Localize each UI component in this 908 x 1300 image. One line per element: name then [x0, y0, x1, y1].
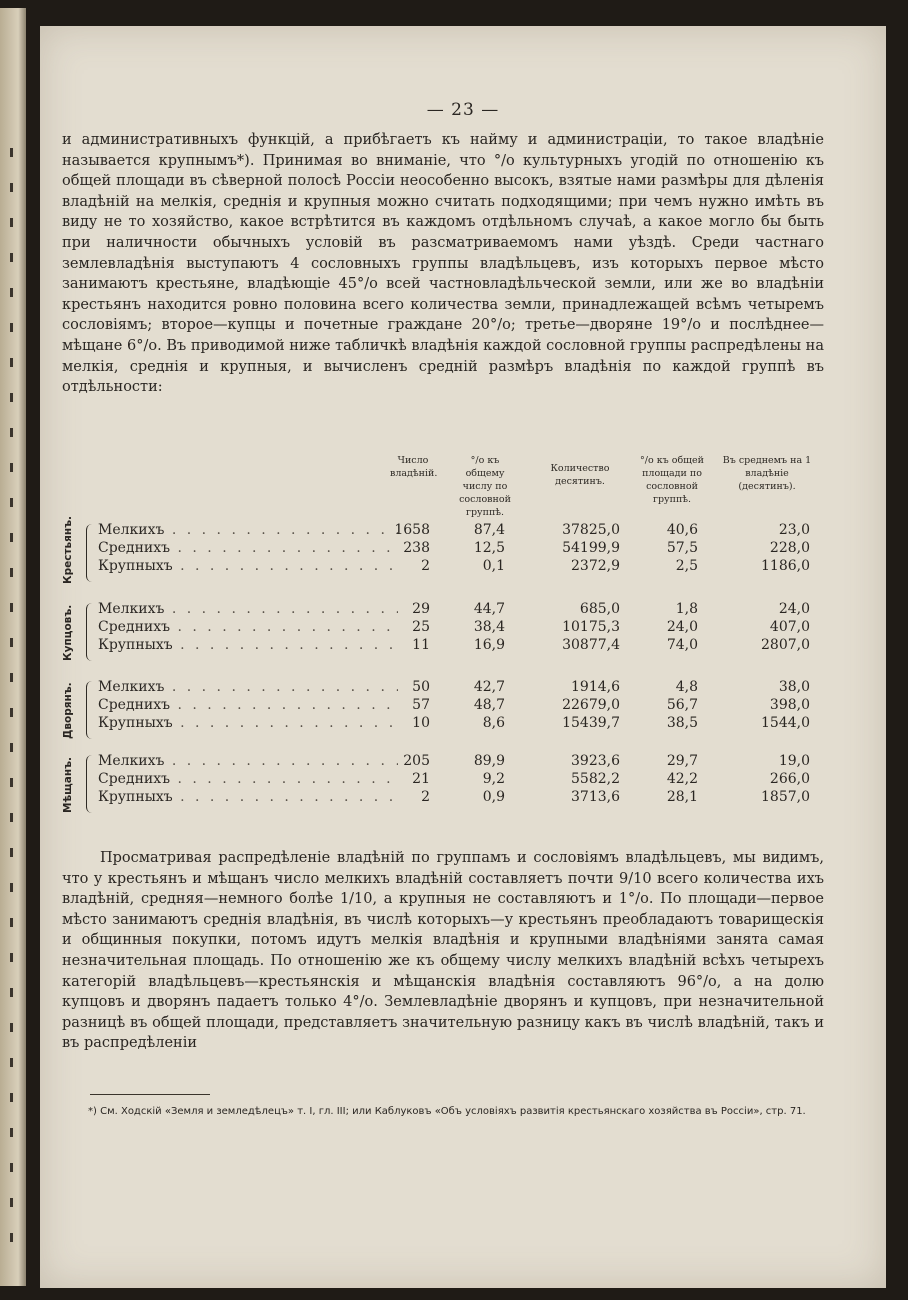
cell-average: 19,0: [778, 753, 810, 769]
adjacent-page-marks: [8, 148, 18, 1268]
cell-pct-area: 56,7: [666, 697, 698, 713]
table-row: [60, 715, 820, 733]
cell-average: 23,0: [778, 522, 810, 538]
table-row: [60, 697, 820, 715]
cell-area: 22679,0: [562, 697, 620, 713]
row-size-label: Крупныхъ . . .: [98, 715, 398, 731]
cell-count: 238: [403, 540, 430, 556]
table-row: [60, 637, 820, 655]
row-size-label: Мелкихъ . . .: [98, 679, 398, 695]
cell-pct-count: 38,4: [473, 619, 505, 635]
row-size-label: Мелкихъ . . .: [98, 601, 398, 617]
table-row: [60, 753, 820, 771]
row-size-label: Среднихъ . . .: [98, 540, 398, 556]
cell-pct-count: 42,7: [473, 679, 505, 695]
group-label: Крестьянъ.: [62, 515, 74, 584]
page-number: — 23 —: [426, 100, 500, 120]
cell-pct-area: 57,5: [666, 540, 698, 556]
cell-pct-area: 2,5: [675, 558, 698, 574]
cell-area: 3713,6: [571, 789, 620, 805]
group-label: Купцовъ.: [62, 604, 74, 662]
adjacent-page-edge: [0, 8, 26, 1286]
body-paragraph-1: [62, 130, 824, 398]
row-size-label: Среднихъ . . .: [98, 771, 398, 787]
cell-area: 2372,9: [571, 558, 620, 574]
cell-count: 29: [412, 601, 430, 617]
cell-area: 54199,9: [562, 540, 620, 556]
cell-pct-count: 87,4: [473, 522, 505, 538]
cell-pct-count: 0,1: [482, 558, 505, 574]
cell-average: 1857,0: [761, 789, 810, 805]
cell-count: 57: [412, 697, 430, 713]
footnote-divider: [90, 1094, 210, 1095]
table-row: [60, 540, 820, 558]
cell-pct-count: 89,9: [473, 753, 505, 769]
cell-count: 2: [421, 789, 430, 805]
cell-area: 30877,4: [562, 637, 620, 653]
row-size-label: Среднихъ . . .: [98, 619, 398, 635]
cell-pct-count: 16,9: [473, 637, 505, 653]
cell-area: 685,0: [579, 601, 620, 617]
cell-average: 2807,0: [761, 637, 810, 653]
cell-pct-area: 28,1: [666, 789, 698, 805]
cell-count: 50: [412, 679, 430, 695]
cell-pct-area: 1,8: [675, 601, 698, 617]
group-label: Мѣщанъ.: [62, 757, 74, 814]
table-row: [60, 771, 820, 789]
cell-area: 5582,2: [571, 771, 620, 787]
row-size-label: Крупныхъ . . .: [98, 789, 398, 805]
column-header-count: Число владѣній.: [390, 455, 438, 479]
column-header-pct-count: °/о къ общему числу по сословной группѣ.: [459, 455, 511, 518]
cell-pct-area: 74,0: [666, 637, 698, 653]
cell-count: 205: [403, 753, 430, 769]
column-header-average: Въ среднемъ на 1 владѣніе (десятинъ).: [722, 455, 812, 492]
paragraph-text: и административныхъ функцій, а прибѣгаетъ къ найму и администраціи, то такое владѣніе называется крупнымъ*). Принимая во вниманіе, что °/о культурныхъ угодій по отношенію къ общей площади въ сѣверной полосѣ Россіи неособенно высокъ, взятые нами размѣры для дѣленія владѣній на мелкія, среднія и крупныя можно считать подходящими; при чемъ нужно имѣть въ виду не то хозяйство, какое встрѣтится въ каждомъ отдѣльномъ случаѣ, а какое могло бы быть при наличности обычныхъ условій въ разсматриваемомъ нами уѣздѣ. Среди частнаго землевладѣнія выступаютъ 4 сословныхъ группы владѣльцевъ, изъ которыхъ первое мѣсто занимаютъ крестьяне, владѣющіе 45°/о всей частновладѣльческой земли, или же во владѣніи крестьянъ находится ровно половина всего количества земли, принадлежащей всѣмъ четыремъ сословіямъ; второе—купцы и почетные граждане 20°/о; третье—дворяне 19°/о и послѣднее—мѣщане 6°/о. Въ приводимой ниже табличкѣ владѣнія каждой сословной группы распредѣлены на мелкія, среднія и крупныя, и вычисленъ средній размѣръ владѣнія по каждой группѣ въ отдѣльности:: [62, 132, 824, 396]
row-size-label: Среднихъ . . .: [98, 697, 398, 713]
cell-count: 1658: [394, 522, 430, 538]
cell-area: 15439,7: [562, 715, 620, 731]
cell-pct-count: 44,7: [473, 601, 505, 617]
book-page: [40, 26, 886, 1288]
cell-pct-area: 29,7: [666, 753, 698, 769]
cell-area: 3923,6: [571, 753, 620, 769]
cell-count: 2: [421, 558, 430, 574]
paragraph-text: Просматривая распредѣленіе владѣній по группамъ и сословіямъ владѣльцевъ, мы видимъ, что у крестьянъ и мѣщанъ число мелкихъ владѣній составляетъ почти 9/10 всего количества ихъ владѣній, средняя—немного болѣе 1/10, а крупныя не составляютъ и 1°/о. По площади—первое мѣсто занимаютъ среднія владѣнія, въ числѣ которыхъ—у крестьянъ преобладаютъ товарищескія и общинныя покупки, потомъ идутъ мелкія владѣнія и крупными владѣніями занята самая незначительная площадь. По отношенію же къ общему числу мелкихъ владѣній всѣхъ четырехъ категорій владѣльцевъ—крестьянскія и мѣщанскія владѣнія составляютъ 96°/о, а на долю купцовъ и дворянъ падаетъ только 4°/о. Землевладѣніе дворянъ и купцовъ, при незначительной разницѣ въ общей площади, представляетъ значительную разницу какъ въ числѣ владѣній, такъ и въ распредѣленіи: [62, 850, 824, 1052]
body-paragraph-2: [62, 848, 824, 1054]
row-size-label: Крупныхъ . . .: [98, 558, 398, 574]
cell-average: 1544,0: [761, 715, 810, 731]
cell-pct-area: 38,5: [666, 715, 698, 731]
row-size-label: Мелкихъ . . .: [98, 522, 398, 538]
row-size-label: Мелкихъ . . .: [98, 753, 398, 769]
cell-pct-area: 42,2: [666, 771, 698, 787]
cell-pct-area: 4,8: [675, 679, 698, 695]
row-size-label: Крупныхъ . . .: [98, 637, 398, 653]
table-row: [60, 789, 820, 807]
table-row: [60, 522, 820, 540]
cell-area: 10175,3: [562, 619, 620, 635]
cell-pct-count: 48,7: [473, 697, 505, 713]
cell-pct-count: 8,6: [482, 715, 505, 731]
cell-average: 398,0: [769, 697, 810, 713]
cell-average: 407,0: [769, 619, 810, 635]
cell-count: 11: [412, 637, 430, 653]
cell-count: 10: [412, 715, 430, 731]
cell-count: 21: [412, 771, 430, 787]
table-row: [60, 601, 820, 619]
column-header-pct-area: °/о къ общей площади по сословной группѣ.: [640, 455, 704, 505]
cell-average: 38,0: [778, 679, 810, 695]
cell-pct-count: 0,9: [482, 789, 505, 805]
table-row: [60, 679, 820, 697]
group-label: Дворянъ.: [62, 682, 74, 740]
cell-area: 1914,6: [571, 679, 620, 695]
cell-pct-count: 12,5: [473, 540, 505, 556]
cell-count: 25: [412, 619, 430, 635]
cell-area: 37825,0: [562, 522, 620, 538]
cell-pct-area: 40,6: [666, 522, 698, 538]
column-header-area: Количество десятинъ.: [550, 463, 610, 487]
cell-average: 228,0: [769, 540, 810, 556]
footnote: *) См. Ходскій «Земля и земледѣлецъ» т. I, гл. III; или Каблуковъ «Объ условіяхъ развитія крестьянскаго хозяйства въ Россіи», стр. 71.: [88, 1106, 806, 1117]
table-row: [60, 619, 820, 637]
table-row: [60, 558, 820, 576]
cell-pct-area: 24,0: [666, 619, 698, 635]
cell-average: 24,0: [778, 601, 810, 617]
cell-average: 1186,0: [761, 558, 810, 574]
cell-average: 266,0: [769, 771, 810, 787]
cell-pct-count: 9,2: [482, 771, 505, 787]
